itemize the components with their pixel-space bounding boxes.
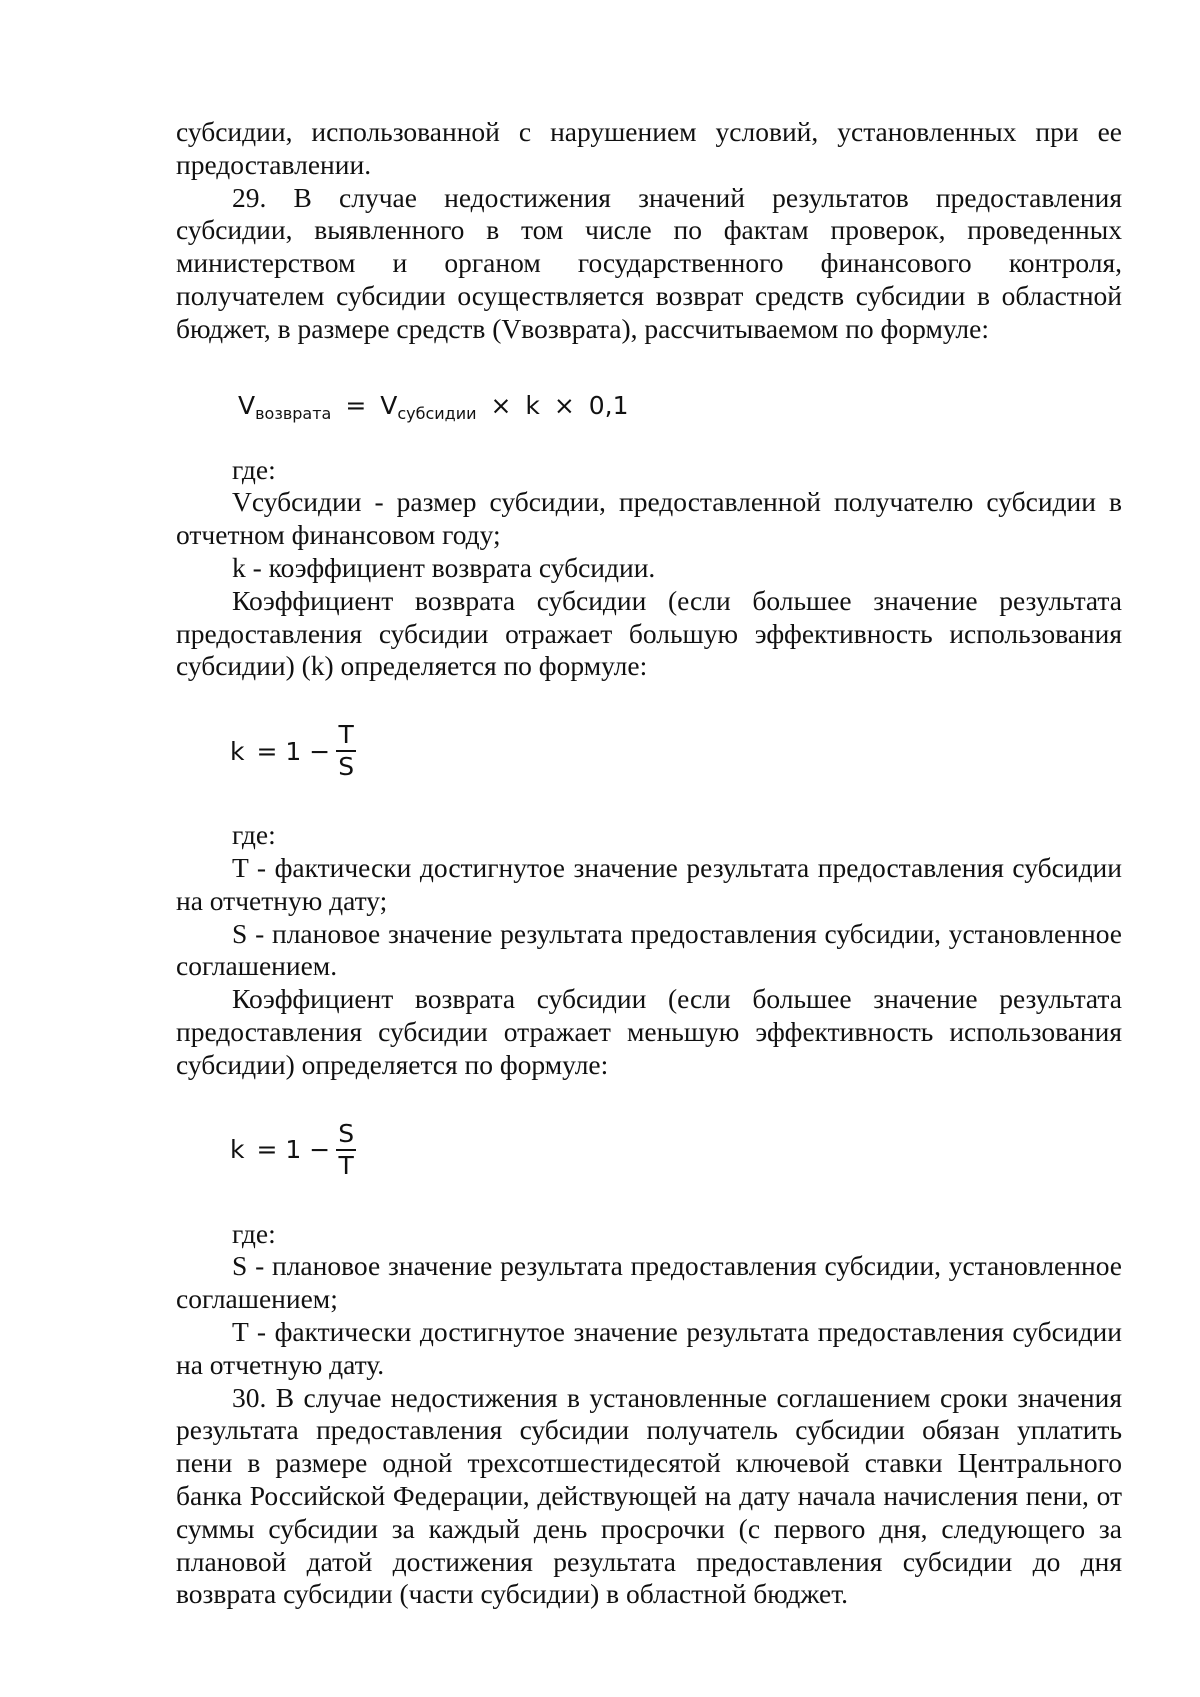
definition-k: k - коэффициент возврата субсидии.	[232, 551, 656, 583]
formula-v: V	[238, 390, 256, 420]
formula-return-amount	[238, 384, 1122, 428]
formula-k-eq: = 1 −	[256, 736, 331, 766]
definition-s-2: S - плановое значение результата предоставления субсидии, установленное соглашением;	[176, 1250, 1122, 1315]
formula-k-lhs: k	[230, 736, 245, 766]
formula-k-lhs: k	[230, 1135, 245, 1165]
formula-equals: =	[345, 390, 367, 420]
paragraph-coefficient-2: Коэффициент возврата субсидии (если большее значение результата предоставления субсидии отражает меньшую эффективность использования субсидии) определяется по формуле:	[176, 983, 1122, 1080]
paragraph-intro: субсидии, использованной с нарушением условий, установленных при ее предоставлении.	[176, 116, 1122, 180]
formula-k-t-over-s	[230, 713, 1122, 789]
formula-k: k	[525, 390, 540, 420]
fraction	[336, 720, 356, 782]
fraction	[336, 1119, 356, 1181]
paragraph-30: 30. В случае недостижения в установленные соглашением сроки значения результата предоставления субсидии получатель субсидии обязан уплатить пени в размере одной трехсотшестидесятой ключевой ставки Центрального банка Российской Федерации, действующей на дату начала начисления пени, от суммы субсидии за каждый день просрочки (с первого дня, следующего за плановой датой достижения результата предоставления субсидии до дня возврата субсидии (части субсидии) в областной бюджет.	[176, 1381, 1122, 1610]
where-label-3: где:	[232, 1217, 276, 1249]
formula-sub-subsidy: субсидии	[397, 403, 477, 423]
definition-t-1: T - фактически достигнутое значение результата предоставления субсидии на отчетную дату;	[176, 851, 1122, 916]
formula-factor: 0,1	[588, 390, 629, 420]
paragraph-29: 29. В случае недостижения значений результатов предоставления субсидии, выявленного в том числе по фактам проверок, проведенных министерством и органом государственного финансового контроля, получателем субсидии осуществляется возврат средств субсидии в областной бюджет, в размере средств (Vвозврата), рассчитываемом по формуле:	[176, 181, 1122, 344]
formula-times-1: ×	[490, 390, 512, 420]
definition-t-2: T - фактически достигнутое значение результата предоставления субсидии на отчетную дату.	[176, 1315, 1122, 1380]
formula-k-s-over-t	[230, 1112, 1122, 1188]
formula-k-eq: = 1 −	[256, 1135, 331, 1165]
fraction-numerator: T	[338, 720, 354, 750]
where-label-2: где:	[232, 819, 276, 851]
where-label-1: где:	[232, 453, 276, 485]
document-body	[176, 116, 1122, 1611]
formula-sub-return: возврата	[255, 403, 332, 423]
formula-times-2: ×	[553, 390, 575, 420]
formula-v2: V	[380, 390, 398, 420]
fraction-numerator: S	[338, 1118, 355, 1148]
fraction-denominator: S	[338, 752, 355, 782]
definition-s-1: S - плановое значение результата предоставления субсидии, установленное соглашением.	[176, 917, 1122, 982]
paragraph-coefficient-1: Коэффициент возврата субсидии (если большее значение результата предоставления субсидии отражает большую эффективность использования субсидии) (k) определяется по формуле:	[176, 584, 1122, 682]
fraction-denominator: T	[338, 1150, 354, 1180]
definition-v-subsidy: Vсубсидии - размер субсидии, предоставленной получателю субсидии в отчетном финансовом году;	[176, 486, 1122, 551]
